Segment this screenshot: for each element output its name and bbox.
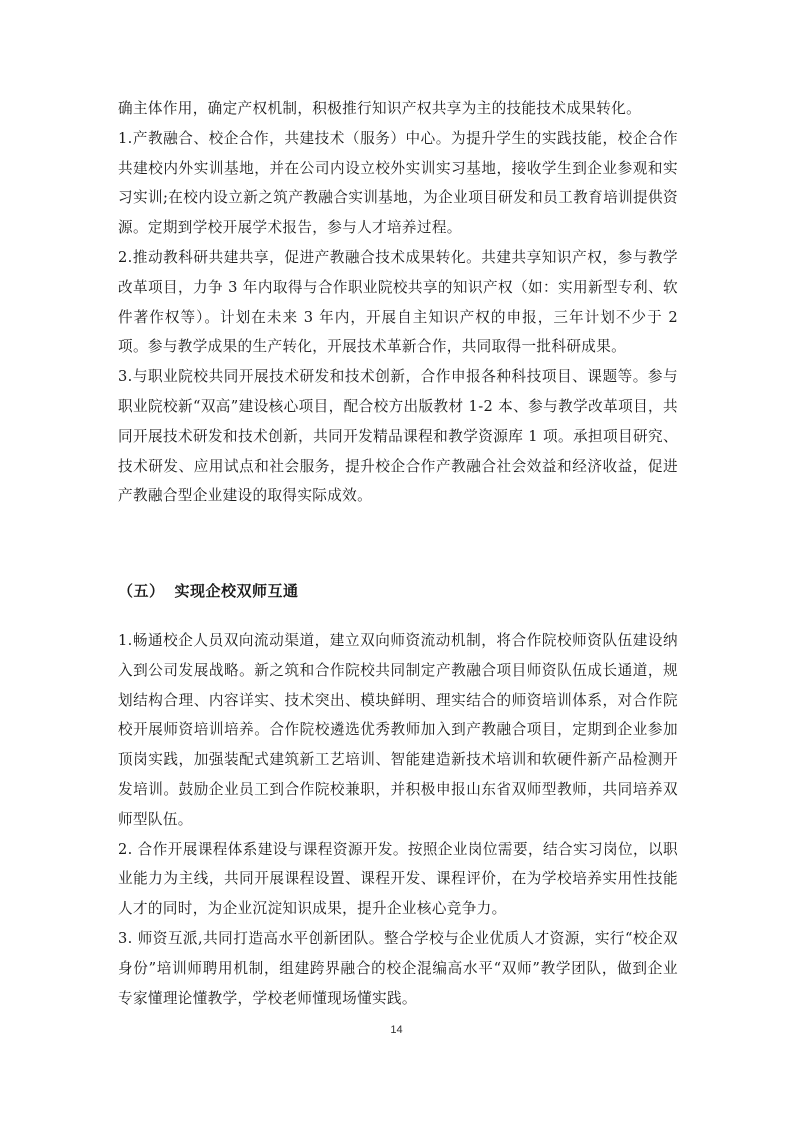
paragraph-item-1: 1.畅通校企人员双向流动渠道，建立双向师资流动机制，将合作院校师资队伍建设纳入到公司发展战略。新之筑和合作院校共同制定产教融合项目师资队伍成长通道，规划结构合理、内容详实、技术突出、模块鲜明、理实结合的师资培训体系，对合作院校开展师资培训培养。合作院校遴选优秀教师加入到产教融合项目，定期到企业参加顶岗实践，加强装配式建筑新工艺培训、智能建造新技术培训和软硬件新产品检测开发培训。鼓励企业员工到合作院校兼职，并积极申报山东省双师型教师，共同培养双师型队伍。 bbox=[118, 632, 678, 828]
page-number: 14 bbox=[390, 1024, 403, 1036]
continuation-paragraph: 确主体作用，确定产权机制，积极推行知识产权共享为主的技能技术成果转化。 bbox=[118, 100, 642, 117]
section-heading bbox=[118, 578, 678, 604]
section-a-body bbox=[118, 94, 678, 511]
section-heading-number: （五） bbox=[118, 582, 165, 600]
paragraph-item-3: 3. 师资互派,共同打造高水平创新团队。整合学校与企业优质人才资源，实行“校企双身份”培训师聘用机制，组建跨界融合的校企混编高水平“双师”教学团队，做到企业专家懂理论懂教学，学校老师懂现场懂实践。 bbox=[118, 929, 678, 1007]
paragraph-item-3: 3.与职业院校共同开展技术研发和技术创新，合作申报各种科技项目、课题等。参与职业院校新“双高”建设核心项目，配合校方出版教材 1-2 本、参与教学改革项目，共同开展技术研发和技术创新，共同开发精品课程和教学资源库 1 项。承担项目研究、技术研发、应用试点和社会服务，提升校企合作产教融合社会效益和经济收益，促进产教融合型企业建设的取得实际成效。 bbox=[118, 368, 678, 505]
paragraph-item-2: 2.推动教科研共建共享，促进产教融合技术成果转化。共建共享知识产权，参与教学改革项目，力争 3 年内取得与合作职业院校共享的知识产权（如：实用新型专利、软件著作权等）。计划在未来 3 年内，开展自主知识产权的申报，三年计划不少于 2 项。参与教学成果的生产转化，开展技术革新合作，共同取得一批科研成果。 bbox=[118, 248, 678, 356]
paragraph-item-1: 1.产教融合、校企合作，共建技术（服务）中心。为提升学生的实践技能，校企合作共建校内外实训基地，并在公司内设立校外实训实习基地，接收学生到企业参观和实习实训;在校内设立新之筑产教融合实训基地，为企业项目研发和员工教育培训提供资源。定期到学校开展学术报告，参与人才培养过程。 bbox=[118, 129, 678, 237]
section-heading-title: 实现企校双师互通 bbox=[174, 582, 299, 600]
section-b-body bbox=[118, 626, 678, 1013]
paragraph-item-2: 2. 合作开展课程体系建设与课程资源开发。按照企业岗位需要，结合实习岗位，以职业能力为主线，共同开展课程设置、课程开发、课程评价，在为学校培养实用性技能人才的同时，为企业沉淀知识成果，提升企业核心竞争力。 bbox=[118, 840, 678, 918]
